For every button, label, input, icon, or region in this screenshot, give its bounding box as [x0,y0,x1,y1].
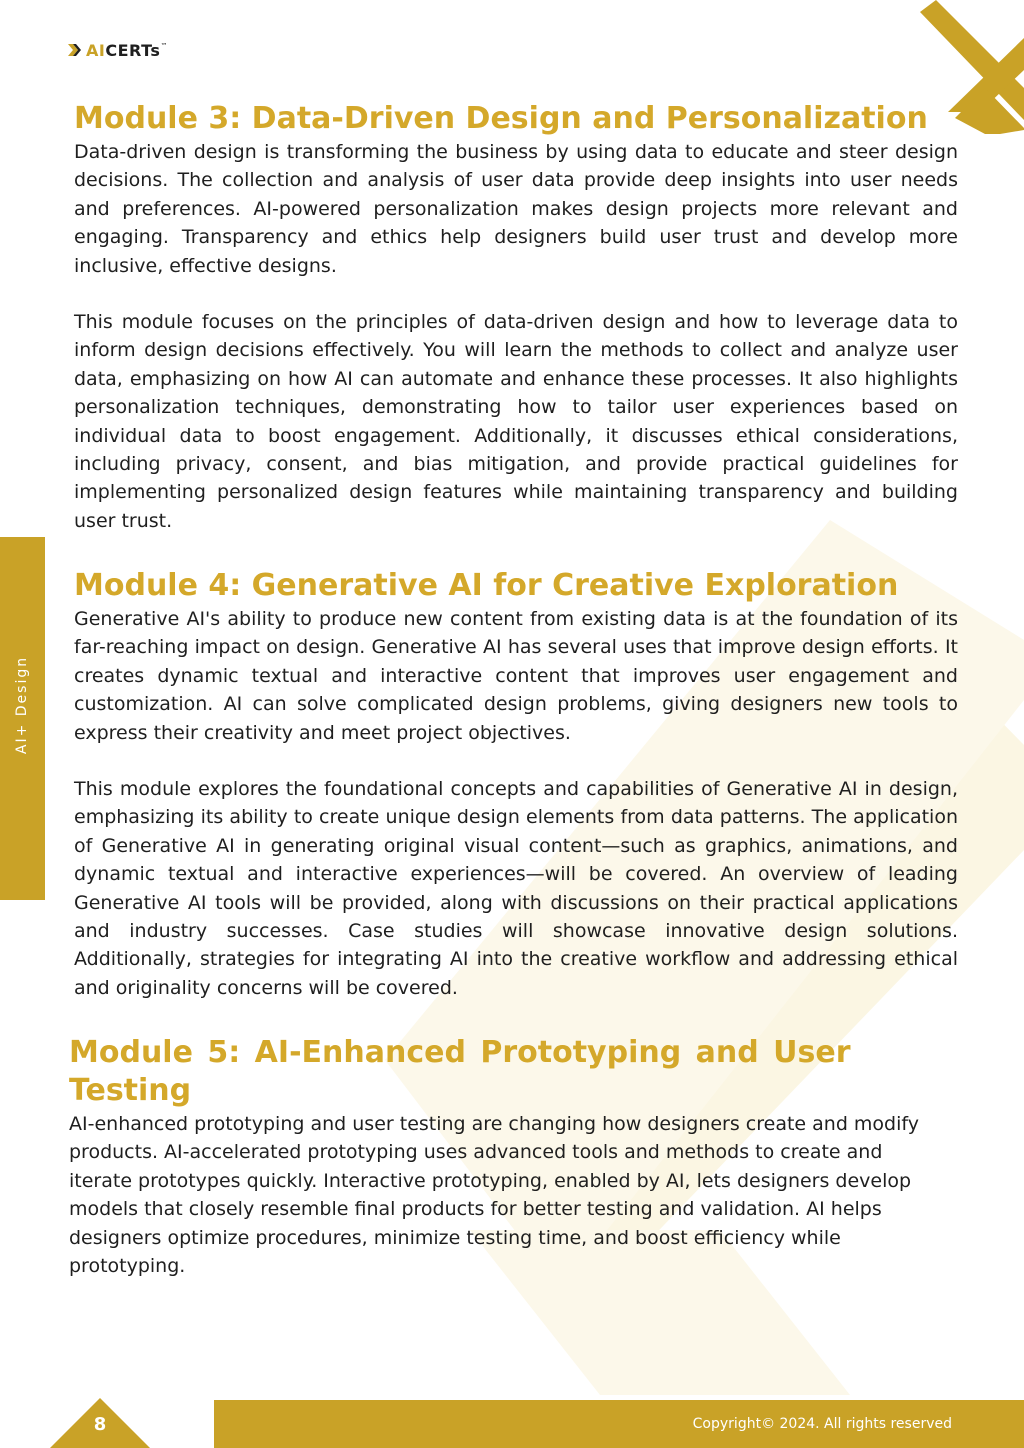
module-5-paragraph-1: AI-enhanced prototyping and user testing are changing how designers create and modify products. AI-accelerated prototyping uses advanced tools and methods to create and iterate prototypes quickly. Interactive prototyping, enabled by AI, lets designers develop models that closely resemble final products for better testing and validation. AI helps designers optimize procedures, minimize testing time, and boost efficiency while prototyping. [69,1113,919,1278]
module-4-section [74,567,958,1002]
module-4-title: Module 4: Generative AI for Creative Exploration [74,568,899,603]
side-tab-label: AI+ Design [14,655,30,755]
module-4-paragraph-1: Generative AI's ability to produce new content from existing data is at the foundation of its far-reaching impact on design. Generative AI has several uses that improve design efforts. It creates dynamic textual and interactive content that improves user engagement and customization. AI can solve complicated design problems, giving designers new tools to express their creativity and meet project objectives. [74,608,958,744]
module-3-paragraph-1: Data-driven design is transforming the business by using data to educate and steer design decisions. The collection and analysis of user data provide deep insights into user needs and preferences. AI-powered personalization makes design projects more relevant and engaging. Transparency and ethics help designers build user trust and develop more inclusive, effective designs. [74,141,958,277]
module-3-paragraph-2: This module focuses on the principles of data-driven design and how to leverage data to inform design decisions effectively. You will learn the methods to collect and analyze user data, emphasizing on how AI can automate and enhance these processes. It also highlights personalization techniques, demonstrating how to tailor user experiences based on individual data to boost engagement. Additionally, it discusses ethical considerations, including privacy, consent, and bias mitigation, and provide practical guidelines for implementing personalized design features while maintaining transparency and building user trust. [74,311,958,532]
module-4-paragraph-2: This module explores the foundational concepts and capabilities of Generative AI in design, emphasizing its ability to create unique design elements from data patterns. The application of Generative AI in generating original visual content—such as graphics, animations, and dynamic textual and interactive experiences—will be covered. An overview of leading Generative AI tools will be provided, along with discussions on their practical applications and industry successes. Case studies will showcase innovative design solutions. Additionally, strategies for integrating AI into the creative workflow and addressing ethical and originality concerns will be covered. [74,778,958,999]
module-3-section [74,100,958,535]
logo-certs-text: CERTs [105,40,161,60]
module-5-section [69,1034,939,1280]
brand-logo [68,40,167,60]
copyright-text: Copyright© 2024. All rights reserved [692,1416,952,1432]
module-5-title: Module 5: AI-Enhanced Prototyping and User Testing [69,1035,851,1108]
page-number: 8 [93,1414,107,1435]
logo-arrow-icon [68,43,84,57]
logo-ai-text: AI [86,40,106,60]
module-3-title: Module 3: Data-Driven Design and Personalization [74,101,928,136]
logo-trademark: ™ [160,42,168,50]
